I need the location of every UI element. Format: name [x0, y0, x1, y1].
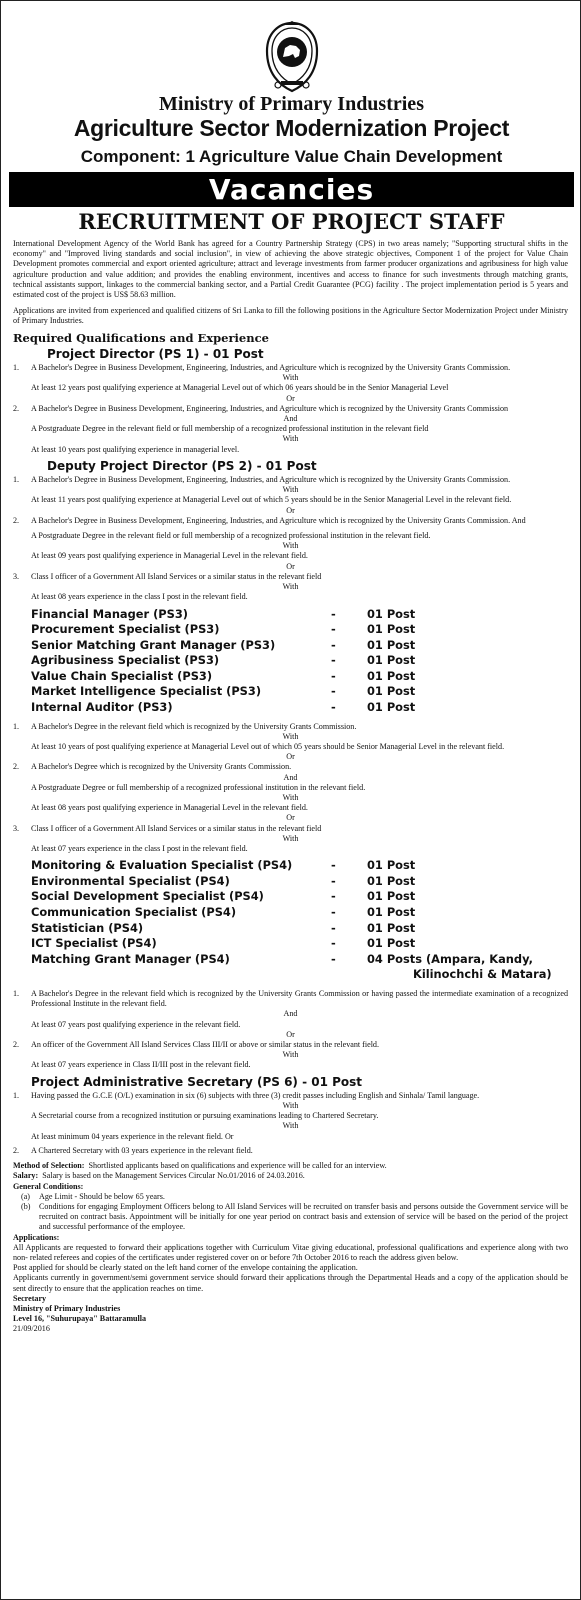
post-row: ICT Specialist (PS4) - 01 Post: [31, 936, 416, 951]
applications-paragraph-1: All Applicants are requested to forward their applications together with Curriculum Vitae giving educational, professional qualifications and experience along with two non- related referees and copies of the certificates under registered cover on or before 7th October 2016 to reach the address given below.: [13, 1242, 568, 1262]
sri-lanka-emblem-icon: [263, 21, 321, 95]
ps4-and-1: And: [283, 1009, 298, 1019]
ps3-and-2: And: [283, 772, 298, 782]
post-row: Senior Matching Grant Manager (PS3) - 01 Post: [31, 637, 416, 652]
ps2-postgraduate-2: A Postgraduate Degree in the relevant field or full membership of a recognized professional institution in the relevant field.: [31, 531, 431, 541]
ps4-experience-2: At least 07 years experience in Class II/III post in the relevant field.: [31, 1060, 251, 1070]
project-title: Agriculture Sector Modernization Project: [73, 115, 510, 141]
ps1-with-2: With: [282, 434, 299, 444]
applications-label: Applications:: [13, 1232, 60, 1242]
ps4-or-1: Or: [286, 1029, 295, 1039]
post-row: Value Chain Specialist (PS3) - 01 Post: [31, 668, 416, 683]
address-line-2: Ministry of Primary Industries: [13, 1303, 121, 1313]
ps4-post-list: [31, 860, 552, 985]
vacancies-banner: Vacancies: [9, 172, 574, 207]
ps3-with-2: With: [282, 793, 299, 803]
ps4-with-2: With: [282, 1050, 299, 1060]
ps4-experience-1: At least 07 years post qualifying experience in the relevant field.: [31, 1019, 241, 1029]
invitation-paragraph: Applications are invited from experienced and qualified citizens of Sri Lanka to fill the following positions in the Agriculture Sector Modernization Project under Ministry of Primary Industries.: [13, 306, 568, 326]
post-row: Communication Specialist (PS4) - 01 Post: [31, 905, 416, 920]
ps6-qualification-1: 1. Having passed the G.C.E (O/L) examination in six (6) subjects with three (3) credit passes including English and Sinhala/ Tamil language.: [13, 1090, 480, 1100]
post-row: Financial Manager (PS3) - 01 Post: [31, 606, 416, 621]
general-conditions-label: General Conditions:: [13, 1181, 84, 1191]
ps3-qualification-3: 3. Class I officer of a Government All Island Services or a similar status in the relevant field: [13, 823, 322, 833]
ps2-qualification-1: 1. A Bachelor's Degree in Business Development, Engineering, Industries, and Agriculture which is recognized by the University Grants Commission.: [13, 475, 511, 485]
ps2-or-1: Or: [286, 505, 295, 515]
ps4-qualification-2: 2. An officer of the Government All Island Services Class III/II or above or similar status in the relevant field.: [13, 1040, 380, 1050]
ps2-qualification-3: 3. Class I officer of a Government All Island Services or a similar status in the relevant field: [13, 571, 322, 581]
ps1-or-1: Or: [286, 393, 295, 403]
ps1-title: Project Director (PS 1) - 01 Post: [47, 346, 264, 361]
ps3-experience-3: At least 07 years experience in the class I post in the relevant field.: [31, 844, 248, 854]
condition-b: (b) Conditions for engaging Employment Officers belong to All Island Services will be recruited on transfer basis and persons outside the Government service will be recruited on contract basis. Appointment will be initially for one year period on contract basis and extension of service will be based on the period of the project and successful performance of the employee.: [21, 1201, 568, 1232]
advertisement-body: [13, 239, 568, 1335]
ps1-qualification-2: 2. A Bachelor's Degree in Business Development, Engineering, Industries, and Agriculture which is recognized by the University Grants Commission: [13, 403, 509, 413]
advert-date: 21/09/2016: [13, 1324, 50, 1334]
ps6-title: Project Administrative Secretary (PS 6) - 01 Post: [31, 1074, 363, 1089]
ps6-secretarial: A Secretarial course from a recognized institution or pursuing examinations leading to Chartered Secretary.: [31, 1111, 379, 1121]
ps2-experience-3: At least 08 years experience in the class I post in the relevant field.: [31, 592, 248, 602]
ps4-qualification-1: 1. A Bachelor's Degree in the relevant field which is recognized by the University Grants Commission or having passed the intermediate examination of a recognized Professional Institute in the relevant field.: [13, 989, 568, 1009]
post-row: Internal Auditor (PS3) - 01 Post: [31, 700, 416, 715]
post-row: Monitoring & Evaluation Specialist (PS4) - 01 Post: [31, 858, 416, 873]
post-row: Matching Grant Manager (PS4) - 04 Posts (Ampara, Kandy,: [31, 951, 533, 966]
post-row: Social Development Specialist (PS4) - 01 Post: [31, 889, 416, 904]
ministry-title: Ministry of Primary Industries: [159, 93, 424, 115]
ps1-and-2: And: [283, 414, 298, 424]
ps6-qualification-2: 2. A Chartered Secretary with 03 years experience in the relevant field.: [13, 1145, 253, 1155]
ps1-experience-2: At least 10 years post qualifying experience in managerial level.: [31, 444, 240, 454]
ps2-title: Deputy Project Director (PS 2) - 01 Post: [47, 458, 317, 473]
post-row: Statistician (PS4) - 01 Post: [31, 920, 416, 935]
ps6-experience-1: At least minimum 04 years experience in the relevant field. Or: [31, 1131, 234, 1141]
ps1-qualification-1: 1. A Bachelor's Degree in Business Development, Engineering, Industries, and Agriculture which is recognized by the University Grants Commission.: [13, 363, 511, 373]
ps2-with-3: With: [282, 582, 299, 592]
address-line-3: Level 16, "Suhurupaya" Battaramulla: [13, 1314, 147, 1324]
ps2-with-1: With: [282, 485, 299, 495]
intro-paragraph: International Development Agency of the World Bank has agreed for a Country Partnership Strategy (CPS) in two areas namely; "Supporting structural shifts in the economy" and "Improved living standards and social inclusion", in view of achieving the above strategic objectives, Component 1 of the project for Value Chain Development promotes commercial and export oriented agriculture; attract and leverage investments from farmer producer organizations and agribusiness for high value agriculture production and value addition; and provides the enabling environment, incentives and access to finance for such investments through matching grants, technical assistants support, linkages to the commercial banking sector, and a Partial Credit Guarantee (PCG) facility . The project implementation period is 5 years and estimated cost of the project is US$ 58.63 million.: [13, 239, 568, 300]
post-row: Environmental Specialist (PS4) - 01 Post: [31, 873, 416, 888]
ps3-with-3: With: [282, 833, 299, 843]
ps3-post-list: [31, 606, 416, 718]
method-of-selection: Method of Selection: Shortlisted applicants based on qualifications and experience will be called for an interview.: [13, 1161, 387, 1171]
ps3-or-2: Or: [286, 813, 295, 823]
ps2-qualification-2: 2. A Bachelor's Degree in Business Development, Engineering, Industries, and Agriculture which is recognized by the University Grants Commission. And: [13, 515, 526, 525]
applications-paragraph-2: Post applied for should be clearly stated on the left hand corner of the envelope containing the application.: [13, 1263, 358, 1273]
applications-paragraph-3: Applicants currently in government/semi government service should forward their applications through the Departmental Heads and a copy of the application should be sent directly to ensure that the application reaches on time.: [13, 1273, 568, 1293]
condition-a: (a) Age Limit - Should be below 65 years.: [21, 1191, 165, 1201]
ps6-with-1: With: [282, 1101, 299, 1111]
ps2-or-2: Or: [286, 561, 295, 571]
ps3-postgraduate-2: A Postgraduate Degree or full membership of a recognized professional institution in the relevant field.: [31, 782, 366, 792]
section-title: Required Qualifications and Experience: [13, 330, 269, 345]
post-row: Market Intelligence Specialist (PS3) - 01 Post: [31, 684, 416, 699]
ps2-experience-2: At least 09 years post qualifying experience in Managerial Level in the relevant field.: [31, 551, 308, 561]
ps1-experience-1: At least 12 years post qualifying experience at Managerial Level out of which 06 years should be in the Senior Managerial Level: [31, 383, 449, 393]
ps2-experience-1: At least 11 years post qualifying experience at Managerial Level out of which 5 years should be in the Senior Managerial Level in the relevant field.: [31, 495, 512, 505]
ps1-with-1: With: [282, 373, 299, 383]
ps3-or-1: Or: [286, 752, 295, 762]
ps3-experience-1: At least 10 years of post qualifying experience at Managerial Level out of which 05 years should be Senior Managerial Level in the relevant field.: [31, 742, 505, 752]
ps6-with-2: With: [282, 1121, 299, 1131]
ps3-qualification-1: 1. A Bachelor's Degree in the relevant field which is recognized by the University Grants Commission.: [13, 721, 357, 731]
post-row: Kilinochchi & Matara): [413, 967, 552, 982]
ps3-experience-2: At least 08 years post qualifying experience in Managerial Level in the relevant field.: [31, 803, 308, 813]
ps3-qualification-2: 2. A Bachelor's Degree which is recognized by the University Grants Commission.: [13, 762, 292, 772]
address-line-1: Secretary: [13, 1293, 47, 1303]
component-title: Component: 1 Agriculture Value Chain Development: [80, 147, 503, 166]
ps2-with-2: With: [282, 541, 299, 551]
recruitment-heading: RECRUITMENT OF PROJECT STAFF: [78, 209, 505, 234]
post-row: Agribusiness Specialist (PS3) - 01 Post: [31, 653, 416, 668]
post-row: Procurement Specialist (PS3) - 01 Post: [31, 622, 416, 637]
ps1-postgraduate-2: A Postgraduate Degree in the relevant field or full membership of a recognized professional institution in the relevant field: [31, 424, 429, 434]
salary: Salary: Salary is based on the Management Services Circular No.01/2016 of 24.03.2016.: [13, 1171, 305, 1181]
ps3-with-1: With: [282, 731, 299, 741]
